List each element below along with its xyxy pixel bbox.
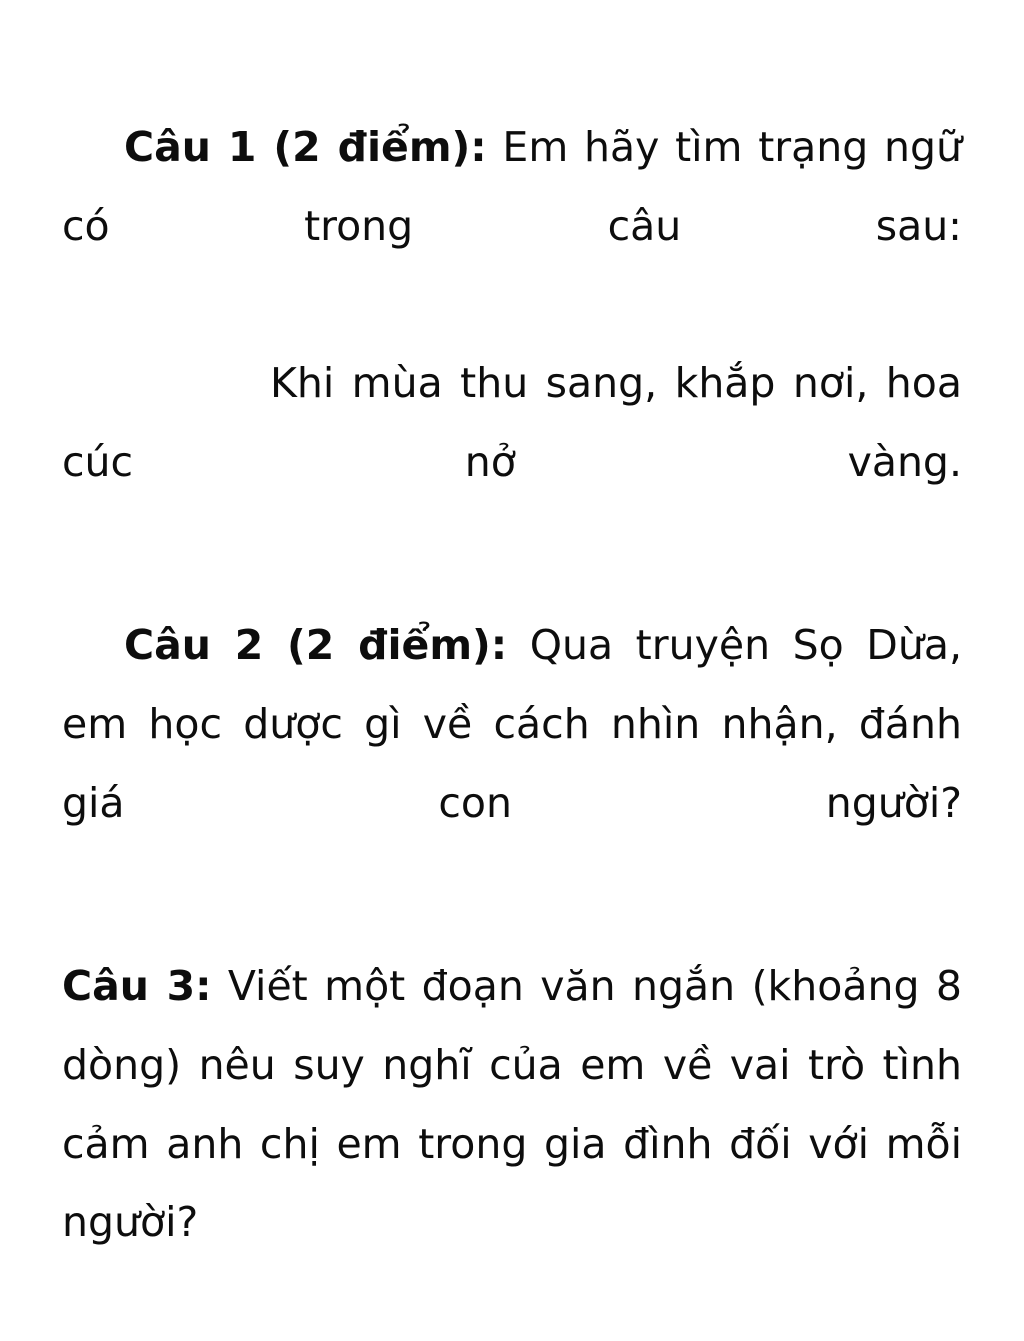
question-1-quote bbox=[62, 344, 962, 580]
question-1-block bbox=[62, 108, 962, 580]
question-3-label: Câu 3: bbox=[62, 962, 212, 1011]
question-3-prompt bbox=[62, 947, 962, 1341]
question-1-label: Câu 1 (2 điểm): bbox=[124, 123, 487, 171]
question-2-prompt bbox=[62, 606, 962, 921]
question-1-text: Em hãy tìm trạng ngữ có trong câu sau: bbox=[62, 123, 962, 250]
question-3-text: Viết một đoạn văn ngắn (khoảng 8 dòng) nêu suy nghĩ của em về vai trò tình cảm anh chị em trong gia đình đối với mỗi người? bbox=[62, 962, 962, 1247]
question-1-quote-text: Khi mùa thu sang, khắp nơi, hoa cúc nở vàng. bbox=[62, 359, 962, 486]
question-3-block bbox=[62, 947, 962, 1341]
question-2-label: Câu 2 (2 điểm): bbox=[124, 621, 508, 670]
question-1-prompt bbox=[62, 108, 962, 344]
question-2-text: Qua truyện Sọ Dừa, em học dược gì về cách nhìn nhận, đánh giá con người? bbox=[62, 621, 962, 827]
question-2-block bbox=[62, 606, 962, 921]
